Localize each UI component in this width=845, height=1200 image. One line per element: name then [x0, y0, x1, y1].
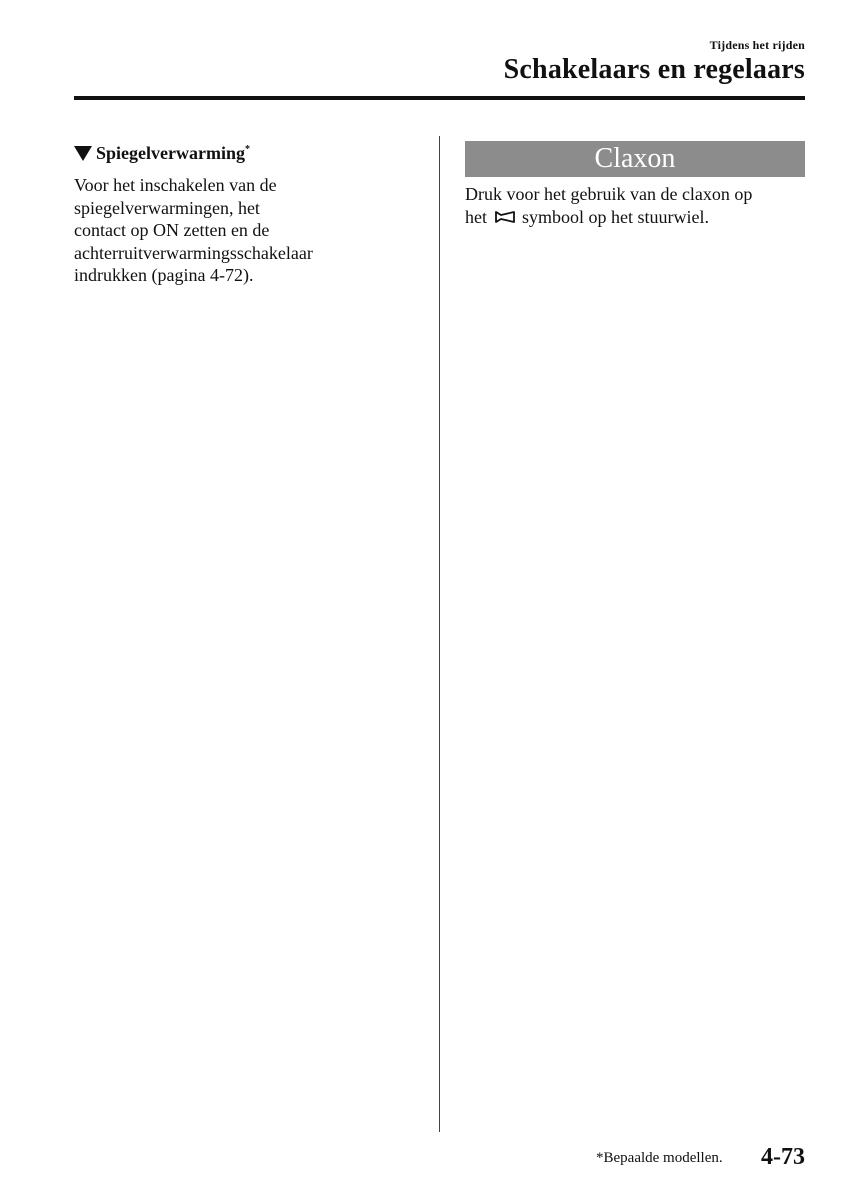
left-column [74, 140, 424, 287]
page-number: 4-73 [761, 1144, 805, 1170]
paragraph-line: spiegelverwarmingen, het [74, 197, 260, 218]
right-column [465, 141, 805, 228]
section-heading-spiegelverwarming [74, 140, 424, 166]
page-title: Schakelaars en regelaars [503, 54, 805, 85]
spiegelverwarming-paragraph [74, 174, 424, 287]
paragraph-line: Voor het inschakelen van de [74, 175, 277, 195]
asterisk-mark: * [244, 144, 250, 155]
footnote: *Bepaalde modellen. [596, 1150, 723, 1166]
paragraph-line: het symbool op het stuurwiel. [465, 206, 709, 227]
claxon-paragraph [465, 183, 805, 228]
column-divider [439, 136, 440, 1132]
header-rule [74, 96, 805, 100]
running-header-section: Tijdens het rijden [709, 38, 805, 52]
horn-icon [494, 210, 516, 224]
paragraph-line: contact op ON zetten en de [74, 220, 270, 240]
section-banner-claxon: Claxon [465, 141, 805, 177]
triangle-down-icon [74, 146, 92, 161]
paragraph-line: Druk voor het gebruik van de claxon op [465, 184, 753, 204]
paragraph-line: indrukken (pagina 4-72). [74, 265, 254, 285]
section-heading-text: Spiegelverwarming* [96, 143, 250, 163]
paragraph-line: achterruitverwarmingsschakelaar [74, 242, 313, 263]
